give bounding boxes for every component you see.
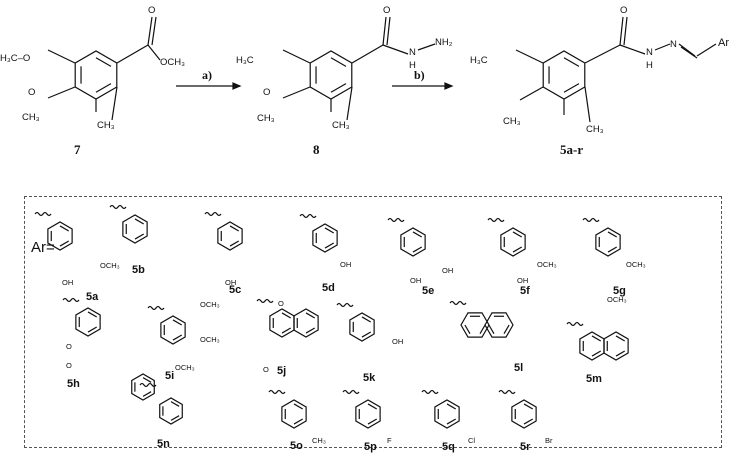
functional-group-label: OH [62, 278, 74, 287]
bond [516, 50, 543, 63]
bond [520, 87, 543, 100]
bond [655, 44, 670, 50]
substituent-id: 5p [364, 441, 377, 453]
reaction-arrow-b-head [445, 83, 452, 89]
bond [383, 45, 408, 54]
substituent-id: 5q [442, 441, 455, 453]
reagent-label-a: a) [202, 68, 212, 82]
bond [148, 45, 160, 60]
functional-group-label: O [278, 299, 284, 308]
carbonyl-o-label: O [383, 5, 391, 16]
substituent-id: 5h [67, 378, 80, 390]
carbonyl-bond [152, 17, 156, 45]
functional-group-label: OH [225, 278, 237, 287]
substituent-id: 5i [165, 370, 175, 382]
compound-number: 7 [74, 142, 81, 157]
bond [697, 44, 716, 56]
functional-group-label: O [263, 365, 269, 374]
functional-group-label: OCH₃ [607, 295, 627, 304]
ar-prefix: Ar= [31, 239, 55, 256]
functional-group-label: O [66, 342, 72, 351]
methyl-label: H₃C [236, 55, 254, 66]
substituent-id: 5l [514, 362, 524, 374]
carbonyl-o-label: O [148, 5, 156, 16]
imine-nitrogen-label: N [670, 39, 677, 50]
imine-bond [681, 47, 697, 58]
bond [117, 45, 148, 63]
functional-group-label: OH [410, 276, 422, 285]
substituent-id: 5o [290, 440, 303, 452]
functional-group-label: OCH₃ [537, 260, 557, 269]
substituent-id: 5n [157, 438, 170, 450]
methyl-label: CH₃ [257, 113, 275, 124]
substituent-id: 5m [586, 373, 602, 385]
bond [112, 87, 117, 120]
nitrogen-label: N [409, 47, 416, 58]
functional-group-label: OH [442, 266, 454, 275]
functional-group-label: OH [392, 337, 404, 346]
compound-number: 8 [313, 142, 320, 157]
aryl-substituent-panel [24, 196, 722, 448]
functional-group-label: O [66, 361, 72, 370]
substituent-id: 5j [277, 365, 287, 377]
functional-group-label: CH₃ [312, 436, 326, 445]
functional-group-label: OCH₃ [626, 260, 646, 269]
imine-bond [679, 44, 695, 56]
functional-group-label: OCH₃ [100, 261, 120, 270]
bond [283, 50, 310, 63]
bond [283, 87, 310, 98]
bond [585, 45, 620, 63]
methoxy-label: O [28, 87, 36, 98]
substituent-id: 5d [322, 282, 335, 294]
nitrogen-label: N [646, 47, 653, 58]
methyl-label: CH₃ [332, 120, 350, 131]
compound-number: 5a-r [560, 142, 584, 157]
ester-methyl-label: OCH₃ [160, 57, 185, 68]
carbonyl-bond [387, 17, 390, 45]
bond [48, 50, 75, 63]
carbonyl-o-label: O [620, 5, 628, 16]
functional-group-label: OCH₃ [200, 335, 220, 344]
substituent-id: 5a [86, 291, 99, 303]
amine-label: NH₂ [435, 37, 453, 48]
methyl-label: CH₃ [97, 120, 115, 131]
hydrogen-label: H [646, 60, 653, 71]
functional-group-label: Cl [468, 436, 476, 445]
methyl-label: CH₃ [503, 116, 521, 127]
bond [585, 87, 590, 122]
substituent-id: 5r [520, 441, 531, 453]
carbonyl-bond [624, 17, 627, 45]
methoxy-label: O [263, 87, 271, 98]
hydrogen-label: H [409, 60, 416, 71]
substituent-id: 5e [422, 285, 435, 297]
bond [347, 87, 352, 120]
bond [620, 45, 645, 54]
methyl-label: H₃C [470, 55, 488, 66]
aryl-label: Ar [718, 37, 729, 49]
functional-group-label: F [387, 436, 392, 445]
methoxy-label: H₃C–O [0, 53, 31, 64]
functional-group-label: OCH₃ [200, 300, 220, 309]
carbonyl-bond [620, 17, 623, 45]
functional-group-label: OH [340, 260, 352, 269]
functional-group-label: OCH₃ [175, 363, 195, 372]
carbonyl-bond [148, 17, 152, 45]
functional-group-label: OH [517, 276, 529, 285]
substituent-id: 5b [132, 264, 145, 276]
bond [48, 87, 75, 98]
substituent-id: 5c [229, 284, 242, 296]
functional-group-label: Br [545, 436, 553, 445]
bond [352, 45, 383, 63]
substituent-id: 5k [363, 372, 376, 384]
bond [418, 44, 435, 50]
reagent-label-b: b) [414, 68, 425, 82]
methyl-label: CH₃ [22, 112, 40, 123]
substituent-id: 5f [520, 285, 530, 297]
methyl-label: CH₃ [586, 124, 604, 135]
substituent-id: 5g [613, 285, 626, 297]
carbonyl-bond [383, 17, 386, 45]
reaction-arrow-a-head [233, 83, 240, 89]
